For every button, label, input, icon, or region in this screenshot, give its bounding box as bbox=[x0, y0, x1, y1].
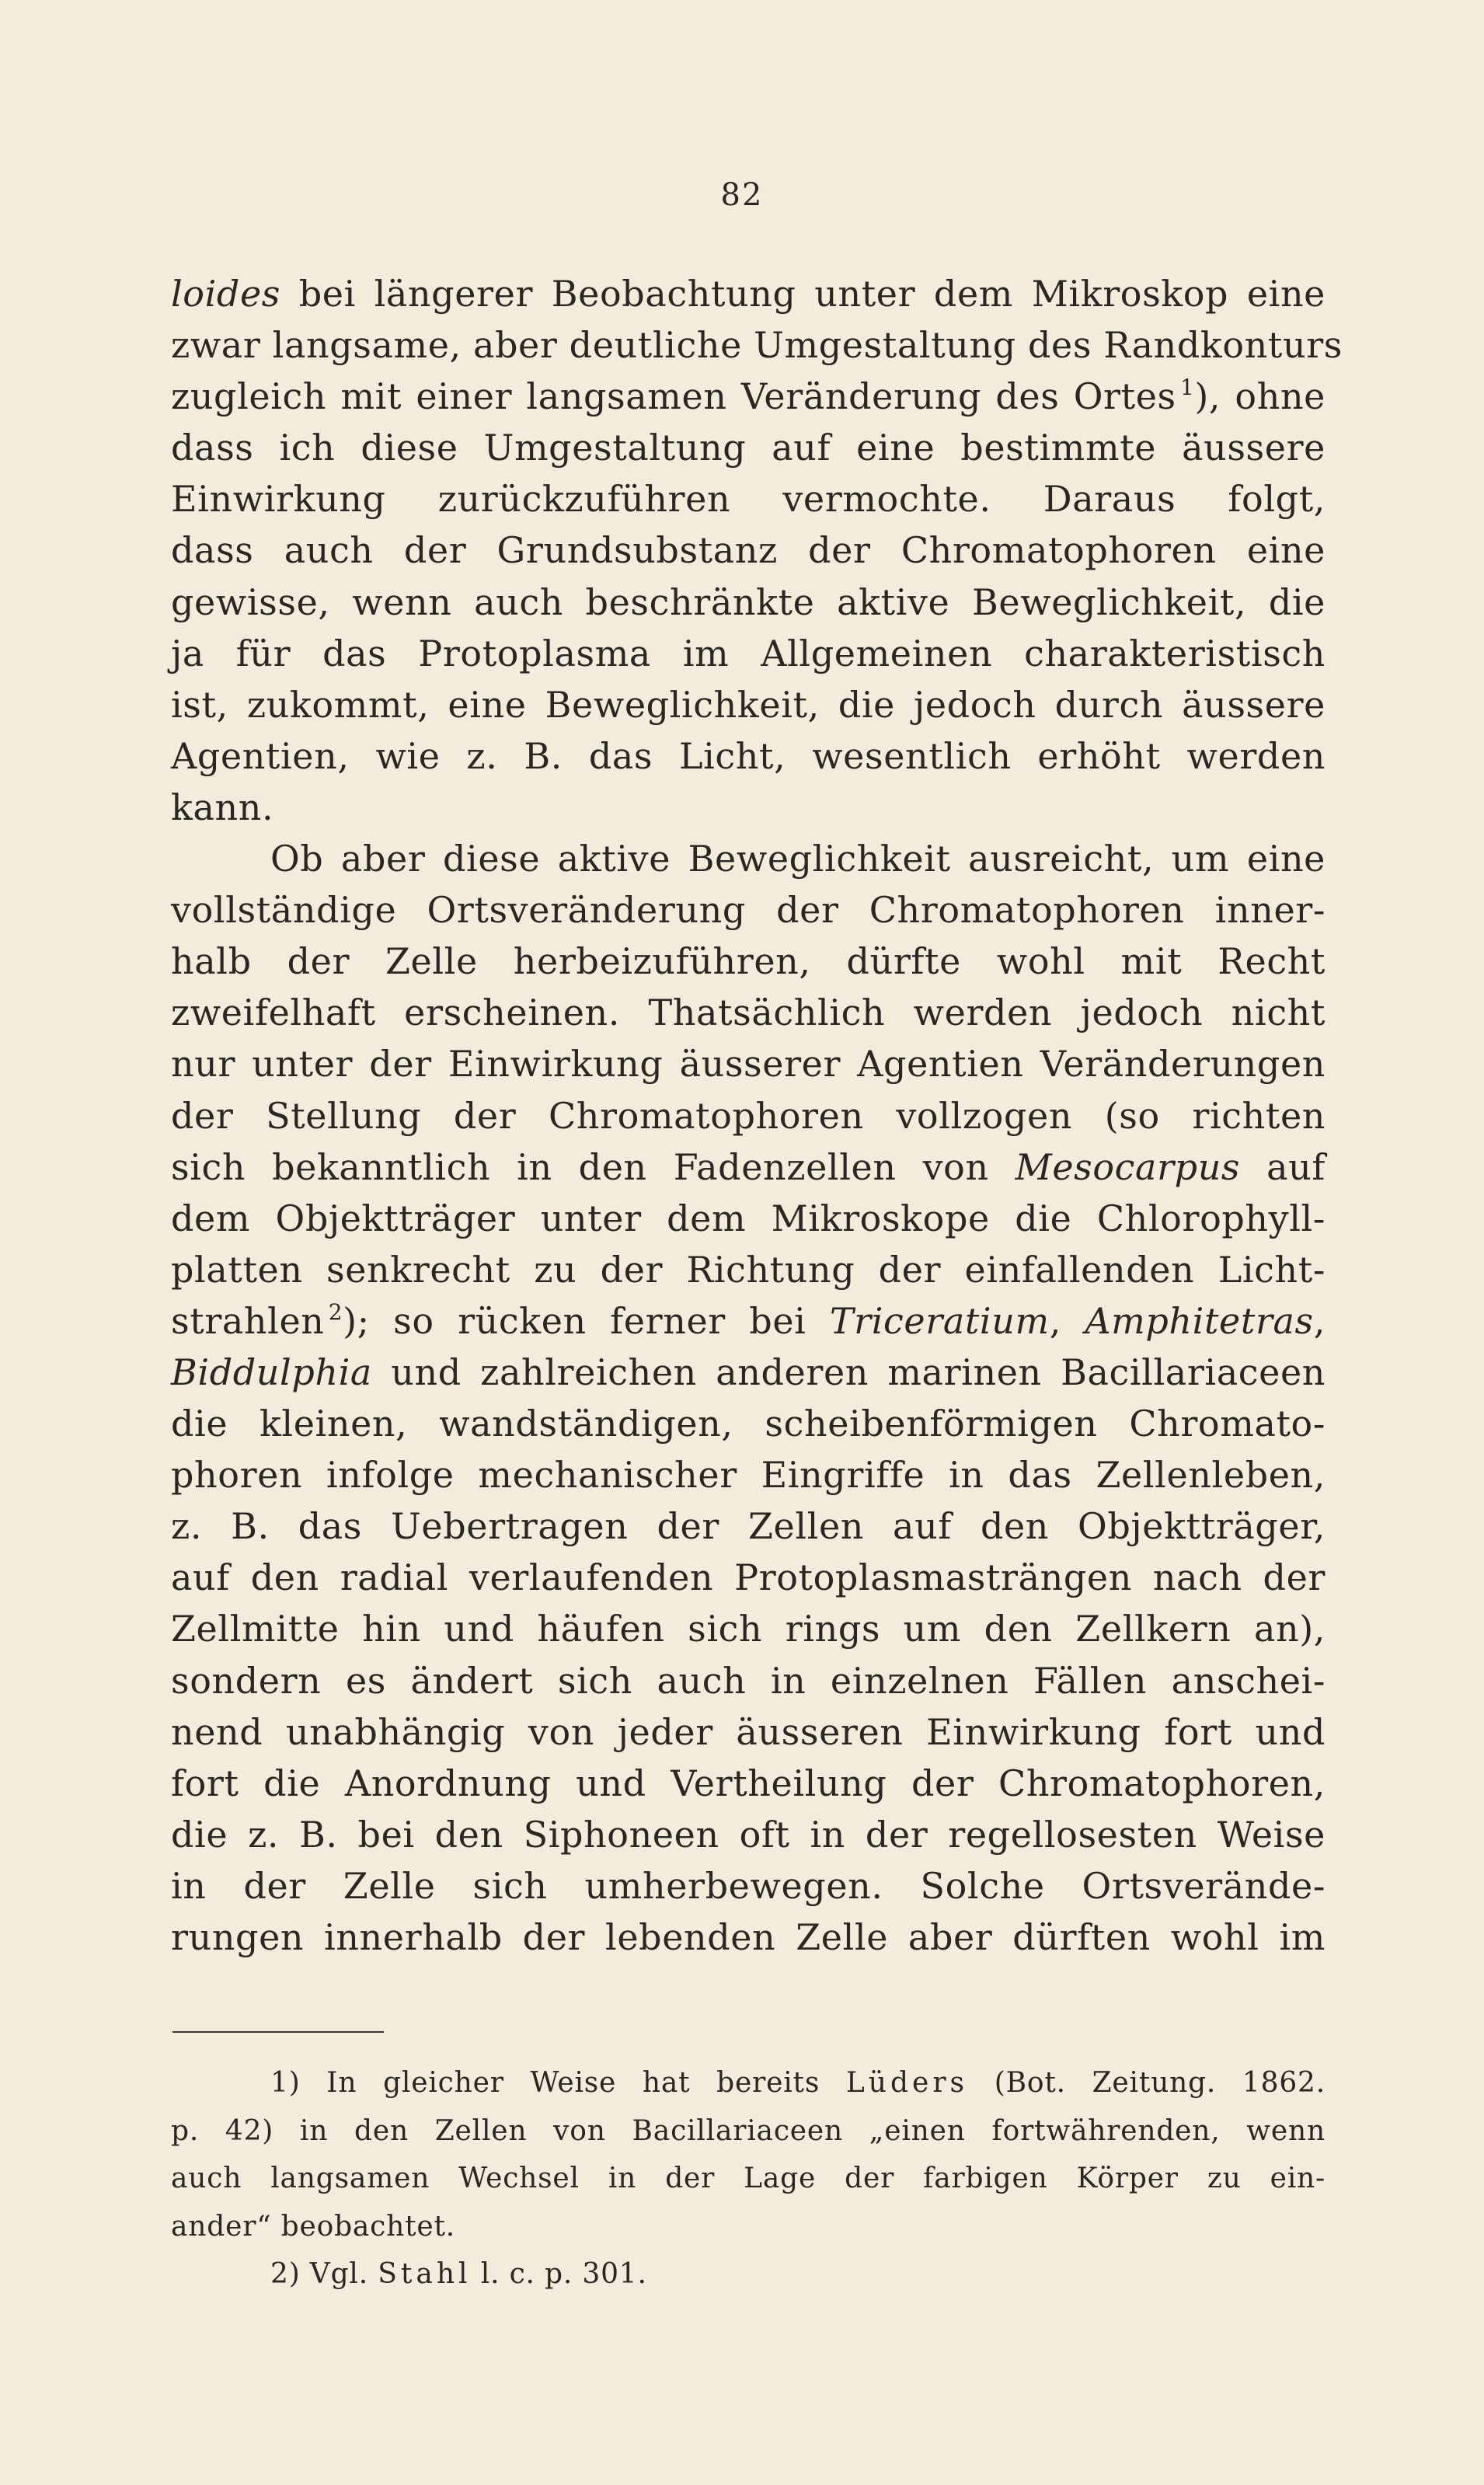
text-line: loides bei längerer Beobachtung unter dem Mikroskop eine bbox=[171, 273, 1325, 315]
footnote-ref-2[interactable]: 2 bbox=[328, 1298, 343, 1325]
italic-term: Amphitetras bbox=[1085, 1299, 1314, 1342]
footnote-1-line: auch langsamen Wechsel in der Lage der farbigen Körper zu ein- bbox=[171, 2163, 1325, 2194]
text-line: rungen innerhalb der lebenden Zelle aber dürften wohl im bbox=[171, 1916, 1325, 1958]
text-line: vollständige Ortsveränderung der Chromatophoren inner- bbox=[171, 889, 1325, 932]
main-text bbox=[171, 268, 1343, 1963]
text-line: auf den radial verlaufenden Protoplasmasträngen nach der bbox=[171, 1556, 1325, 1599]
text-line: sich bekanntlich in den Fadenzellen von Mesocarpus auf bbox=[171, 1145, 1325, 1188]
text-line: zugleich mit einer langsamen Veränderung des Ortes $^1$), ohne bbox=[171, 375, 1325, 418]
text-line: Zellmitte hin und häufen sich rings um den Zellkern an), bbox=[171, 1608, 1325, 1650]
footnotes bbox=[171, 2059, 1325, 2299]
italic-term: loides bbox=[171, 273, 280, 315]
footnote-2-line: 2) Vgl. Stahl l. c. p. 301. bbox=[270, 2258, 647, 2290]
text-line: Einwirkung zurückzuführen vermochte. Daraus folgt, bbox=[171, 478, 1325, 521]
author-name: Stahl bbox=[378, 2258, 472, 2290]
text-line: sondern es ändert sich auch in einzelnen Fällen anschei- bbox=[171, 1659, 1325, 1702]
text-line: die kleinen, wandständigen, scheibenförmigen Chromato- bbox=[171, 1403, 1325, 1445]
italic-term: Triceratium bbox=[829, 1299, 1050, 1342]
italic-term: Mesocarpus bbox=[1015, 1145, 1241, 1188]
text-line: gewisse, wenn auch beschränkte aktive Beweglichkeit, die bbox=[171, 580, 1325, 623]
footnote-1-line: 1) In gleicher Weise hat bereits Lüders (Bot. Zeitung. 1862. bbox=[270, 2067, 1325, 2099]
text-line: ja für das Protoplasma im Allgemeinen charakteristisch bbox=[171, 632, 1325, 674]
text-line: halb der Zelle herbeizuführen, dürfte wohl mit Recht bbox=[171, 940, 1325, 983]
text-line: der Stellung der Chromatophoren vollzogen (so richten bbox=[171, 1094, 1325, 1137]
text-line: ist, zukommt, eine Beweglichkeit, die jedoch durch äussere bbox=[171, 683, 1325, 726]
text-line: Ob aber diese aktive Beweglichkeit ausreicht, um eine bbox=[270, 838, 1325, 880]
text-line: zwar langsame, aber deutliche Umgestaltung des Randkonturs bbox=[171, 324, 1343, 367]
text-line: in der Zelle sich umherbewegen. Solche Ortsverände- bbox=[171, 1864, 1325, 1907]
footnote-1-line: p. 42) in den Zellen von Bacillariaceen „einen fortwährenden, wenn bbox=[171, 2114, 1325, 2147]
text-line: dass ich diese Umgestaltung auf eine bestimmte äussere bbox=[171, 427, 1325, 469]
page-number: 82 bbox=[720, 177, 764, 213]
text-line: Agentien, wie z. B. das Licht, wesentlich erhöht werden bbox=[171, 734, 1325, 777]
text-line: kann. bbox=[171, 786, 274, 828]
text-line: die z. B. bei den Siphoneen oft in der regellosesten Weise bbox=[171, 1813, 1325, 1856]
text-line: nur unter der Einwirkung äusserer Agentien Veränderungen bbox=[171, 1043, 1325, 1086]
footnote-divider bbox=[172, 2031, 384, 2033]
author-name: Lüders bbox=[845, 2067, 968, 2099]
text-line: dass auch der Grundsubstanz der Chromatophoren eine bbox=[171, 529, 1325, 572]
footnote-1-line: ander“ beobachtet. bbox=[171, 2210, 456, 2243]
text-line: zweifelhaft erscheinen. Thatsächlich werden jedoch nicht bbox=[171, 992, 1325, 1034]
text-line: dem Objektträger unter dem Mikroskope die Chlorophyll- bbox=[171, 1197, 1325, 1239]
italic-term: Biddulphia bbox=[171, 1351, 372, 1393]
text-line: strahlen $^2$); so rücken ferner bei Triceratium, Amphitetras, bbox=[171, 1298, 1325, 1342]
text-line: fort die Anordnung und Vertheilung der Chromatophoren, bbox=[171, 1762, 1325, 1804]
text-line: z. B. das Uebertragen der Zellen auf den Objektträger, bbox=[171, 1505, 1325, 1548]
text-line: platten senkrecht zu der Richtung der einfallenden Licht- bbox=[171, 1248, 1325, 1291]
footnote-ref-1[interactable]: 1 bbox=[1179, 375, 1195, 401]
text-line: Biddulphia und zahlreichen anderen marinen Bacillariaceen bbox=[171, 1351, 1325, 1393]
text-line: nend unabhängig von jeder äusseren Einwirkung fort und bbox=[171, 1710, 1325, 1753]
text-line: phoren infolge mechanischer Eingriffe in das Zellenleben, bbox=[171, 1454, 1325, 1497]
